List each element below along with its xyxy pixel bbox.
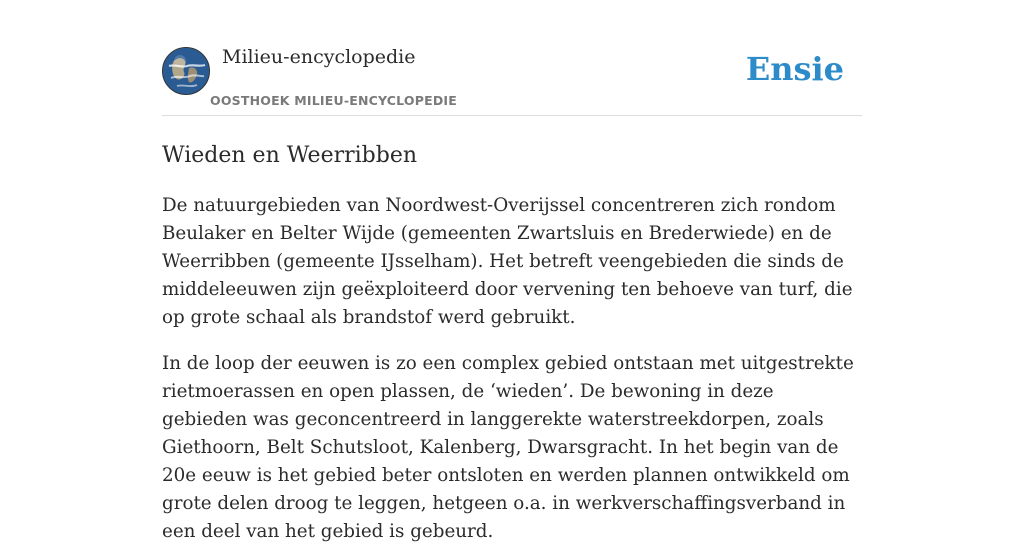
page [162,0,862,546]
ensie-logo-link[interactable]: Ensie [745,50,844,88]
site-header [162,0,862,116]
earth-globe-icon[interactable] [162,47,210,95]
article-title: Wieden en Weerribben [162,143,418,168]
site-name[interactable]: Milieu-encyclopedie [222,46,416,68]
site-subtitle: OOSTHOEK MILIEU-ENCYCLOPEDIE [210,93,457,108]
article-paragraph: De natuurgebieden van Noordwest-Overijssel concentreren zich rondom Beulaker en Belter Wijde (gemeenten Zwartsluis en Brederwiede) en de Weerribben (gemeente IJsselham). Het betreft veengebieden die sinds de middeleeuwen zijn geëxploiteerd door vervening ten behoeve van turf, die op grote schaal als brandstof werd gebruikt. [162,195,853,328]
article-paragraph: In de loop der eeuwen is zo een complex gebied ontstaan met uitgestrekte rietmoerassen en open plassen, de ‘wieden’. De bewoning in deze gebieden was geconcentreerd in langgerekte waterstreekdorpen, zoals Giethoorn, Belt Schutsloot, Kalenberg, Dwarsgracht. In het begin van de 20e eeuw is het gebied beter ontsloten en werden plannen ontwikkeld om grote delen droog te leggen, hetgeen o.a. in werkverschaffingsverband in een deel van het gebied is gebeurd. [162,353,854,542]
